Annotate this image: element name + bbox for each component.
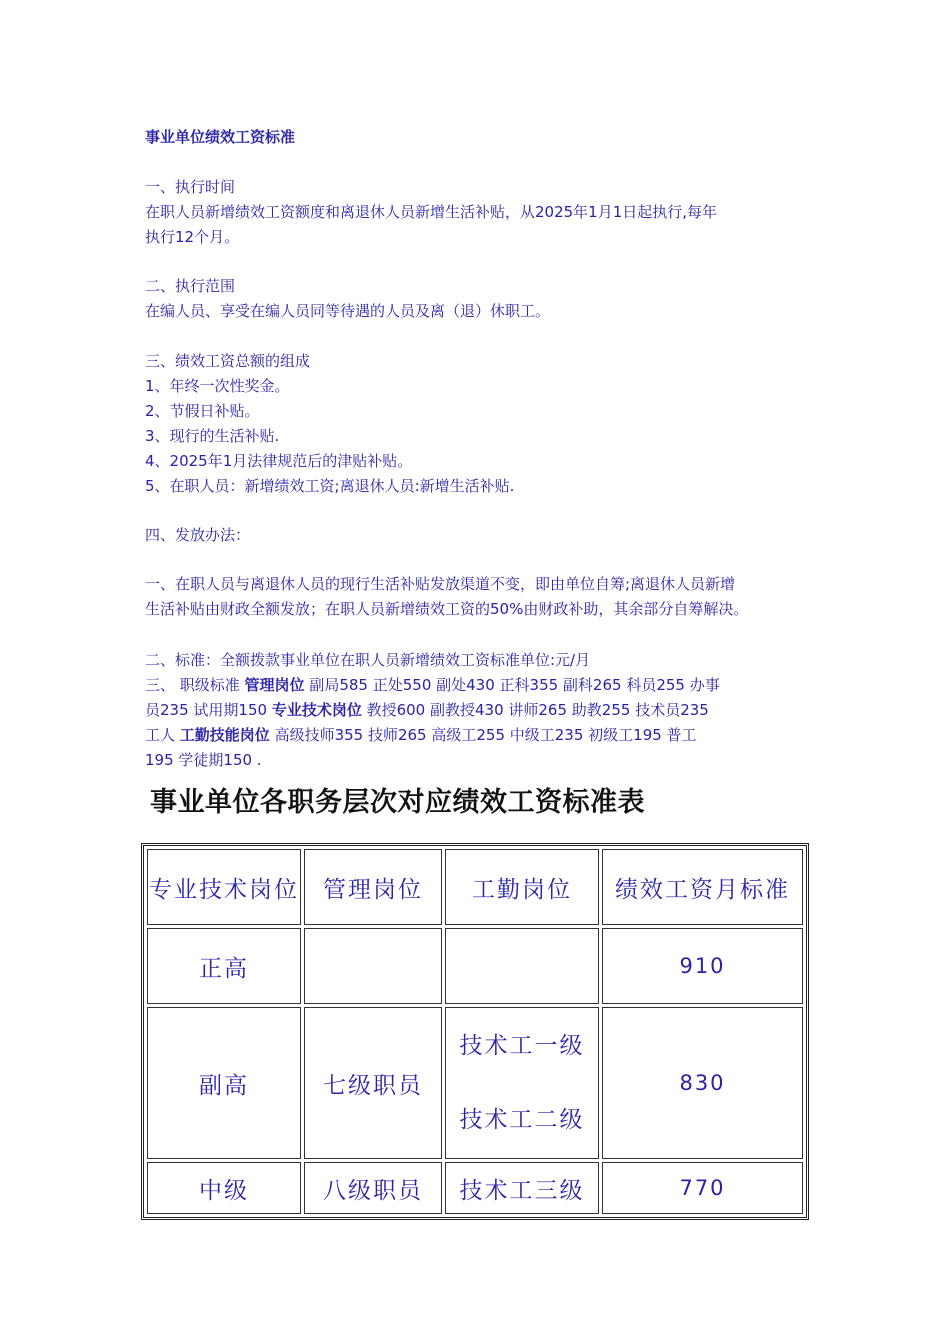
list-item-1: 1、年终一次性奖金。 — [145, 377, 290, 395]
cell-management — [304, 928, 442, 1004]
cell-worker — [445, 928, 599, 1004]
paragraph-method-line-1: 一、在职人员与离退休人员的现行生活补贴发放渠道不变，即由单位自筹;离退休人员新增 — [145, 575, 736, 593]
text-run: 三、 职级标准 — [145, 676, 245, 694]
header-monthly-standard: 绩效工资月标准 — [602, 849, 803, 925]
worker-grade: 技术工一级 — [459, 1033, 585, 1059]
cell-worker: 技术工三级 — [445, 1162, 599, 1214]
cell-management: 七级职员 — [304, 1007, 442, 1159]
cell-amount: 910 — [602, 928, 803, 1004]
text-run: 副局585 正处550 副处430 正科355 副科265 科员255 办事 — [304, 676, 720, 694]
grade-standard-line-3 — [145, 723, 697, 747]
table-row — [147, 928, 803, 1004]
table-header-row — [147, 849, 803, 925]
cell-professional: 正高 — [147, 928, 301, 1004]
cell-management: 八级职员 — [304, 1162, 442, 1214]
cell-professional: 副高 — [147, 1007, 301, 1159]
standards-table — [141, 843, 809, 1220]
bold-label-management: 管理岗位 — [244, 676, 305, 694]
worker-grade: 技术工二级 — [459, 1107, 585, 1133]
cell-amount: 830 — [602, 1007, 803, 1159]
table-row — [147, 1007, 803, 1159]
text-run: 教授600 副教授430 讲师265 助教255 技术员235 — [361, 701, 709, 719]
cell-worker — [445, 1007, 599, 1159]
header-worker: 工勤岗位 — [445, 849, 599, 925]
bold-label-worker: 工勤技能岗位 — [179, 726, 270, 744]
cell-professional: 中级 — [147, 1162, 301, 1214]
document-title: 事业单位绩效工资标准 — [145, 128, 296, 146]
list-item-3: 3、现行的生活补贴. — [145, 427, 280, 445]
text-run: 工人 — [145, 726, 180, 744]
header-professional: 专业技术岗位 — [147, 849, 301, 925]
text-run: 高级技师355 技师265 高级工255 中级工235 初级工195 普工 — [269, 726, 697, 744]
paragraph-time-line-2: 执行12个月。 — [145, 228, 240, 246]
list-item-4: 4、2025年1月法律规范后的津贴补贴。 — [145, 452, 413, 470]
table-title: 事业单位各职务层次对应绩效工资标准表 — [150, 787, 645, 818]
header-management: 管理岗位 — [304, 849, 442, 925]
list-item-5: 5、在职人员：新增绩效工资;离退休人员:新增生活补贴. — [145, 477, 515, 495]
list-item-2: 2、节假日补贴。 — [145, 402, 260, 420]
grade-standard-line-2 — [145, 698, 709, 722]
section-heading-time: 一、执行时间 — [145, 178, 236, 196]
bold-label-professional: 专业技术岗位 — [271, 701, 362, 719]
paragraph-scope: 在编人员、享受在编人员同等待遇的人员及离（退）休职工。 — [145, 302, 551, 320]
grade-standard-line-4: 195 学徒期150 . — [145, 751, 262, 769]
section-heading-composition: 三、绩效工资总额的组成 — [145, 352, 311, 370]
paragraph-standard: 二、标准：全额拨款事业单位在职人员新增绩效工资标准单位:元/月 — [145, 651, 591, 669]
paragraph-method-line-2: 生活补贴由财政全额发放；在职人员新增绩效工资的50%由财政补助，其余部分自筹解决。 — [145, 600, 749, 618]
section-heading-method: 四、发放办法： — [145, 526, 251, 544]
paragraph-time-line-1: 在职人员新增绩效工资额度和离退休人员新增生活补贴，从2025年1月1日起执行,每年 — [145, 203, 718, 221]
grade-standard-line-1 — [145, 673, 720, 697]
text-run: 员235 试用期150 — [145, 701, 272, 719]
section-heading-scope: 二、执行范围 — [145, 277, 236, 295]
table-row — [147, 1162, 803, 1214]
cell-amount: 770 — [602, 1162, 803, 1214]
